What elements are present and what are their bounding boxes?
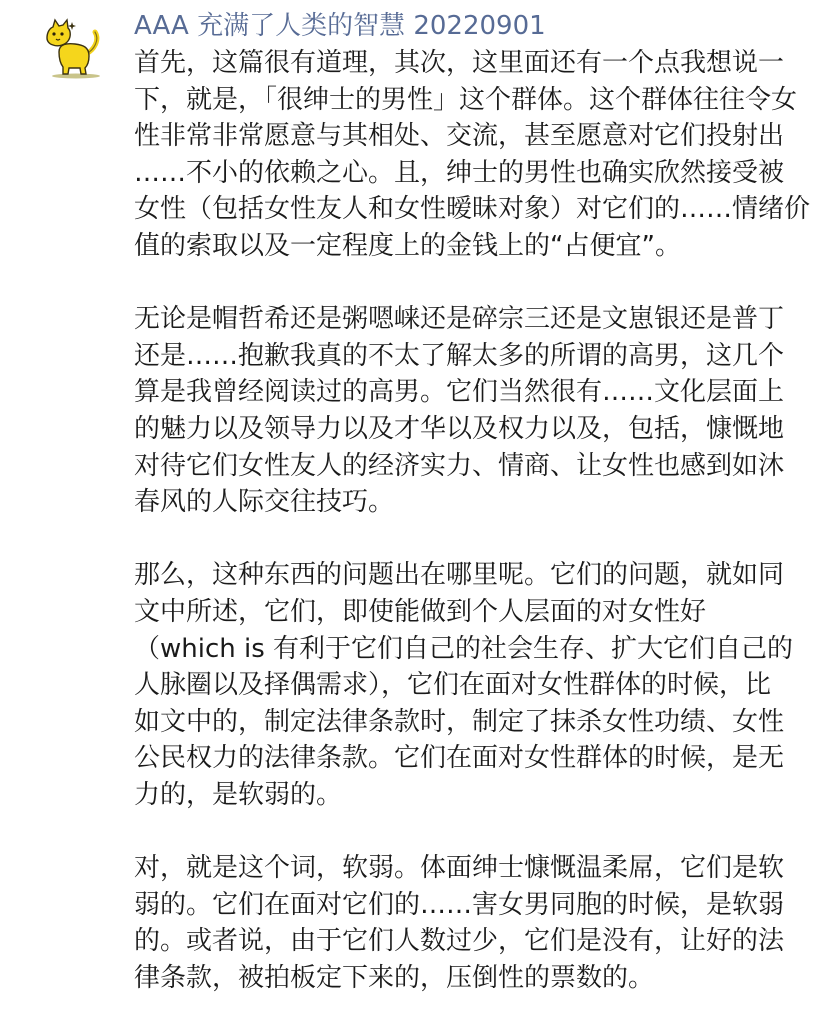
comment-text-line: 无论是帽哲希还是粥嗯崃还是碎宗三还是文崽银还是普丁	[134, 304, 785, 335]
comment-text-line: 算是我曾经阅读过的高男。它们当然很有……文化层面上	[134, 377, 785, 408]
comment-text-line: 文中所述，它们，即使能做到个人层面的对女性好	[134, 596, 707, 627]
paragraph-gap	[134, 265, 814, 302]
comment-author[interactable]: AAA 充满了人类的智慧 20220901	[134, 11, 546, 41]
comment-text-line: 那么，这种东西的问题出在哪里呢。它们的问题，就如同	[134, 560, 785, 591]
comment-text-line: 首先，这篇很有道理，其次，这里面还有一个点我想说一	[134, 48, 785, 78]
comment-text-line: 对，就是这个词，软弱。体面绅士慷慨温柔屌，它们是软	[134, 853, 785, 884]
comment-text-line: 的魅力以及领导力以及才华以及权力以及，包括，慷慨地	[134, 413, 785, 444]
comment-text-line: 对待它们女性友人的经济实力、情商、让女性也感到如沐	[134, 450, 785, 481]
yellow-cat-icon	[42, 16, 108, 82]
comment-text-line: 人脉圈以及择偶需求），它们在面对女性群体的时候，比	[134, 670, 772, 701]
comment-text-line: 女性（包括女性友人和女性暧昧对象）对它们的……情绪价	[134, 194, 811, 225]
comment-text-line: 还是……抱歉我真的不太了解太多的所谓的高男，这几个	[134, 340, 785, 371]
comment-body	[134, 45, 814, 996]
comment-text-line: 律条款，被拍板定下来的，压倒性的票数的。	[134, 962, 655, 993]
comment-text-line: （which is 有利于它们自己的社会生存、扩大它们自己的	[134, 633, 794, 664]
comment-text-line: 春风的人际交往技巧。	[134, 487, 395, 518]
comment-text-line: 性非常非常愿意与其相处、交流，甚至愿意对它们投射出	[134, 121, 785, 152]
comment-text-line: 值的索取以及一定程度上的金钱上的“占便宜”。	[134, 230, 681, 261]
comment-text-line: 的。或者说，由于它们人数过少，它们是没有，让好的法	[134, 926, 785, 957]
paragraph-gap	[134, 521, 814, 558]
comment-text-line: 公民权力的法律条款。它们在面对女性群体的时候，是无	[134, 743, 785, 774]
comment-text-line: 如文中的，制定法律条款时，制定了抹杀女性功绩、女性	[134, 706, 785, 737]
comment-text-line: 弱的。它们在面对它们的……害女男同胞的时候，是软弱	[134, 889, 785, 920]
paragraph-gap	[134, 813, 814, 850]
avatar[interactable]	[42, 16, 108, 82]
comment-text-line: 下，就是，「很绅士的男性」这个群体。这个群体往往令女	[134, 84, 798, 115]
comment-text-line: ……不小的依赖之心。且，绅士的男性也确实欣然接受被	[134, 157, 785, 188]
comment-text-line: 力的，是软弱的。	[134, 779, 343, 810]
